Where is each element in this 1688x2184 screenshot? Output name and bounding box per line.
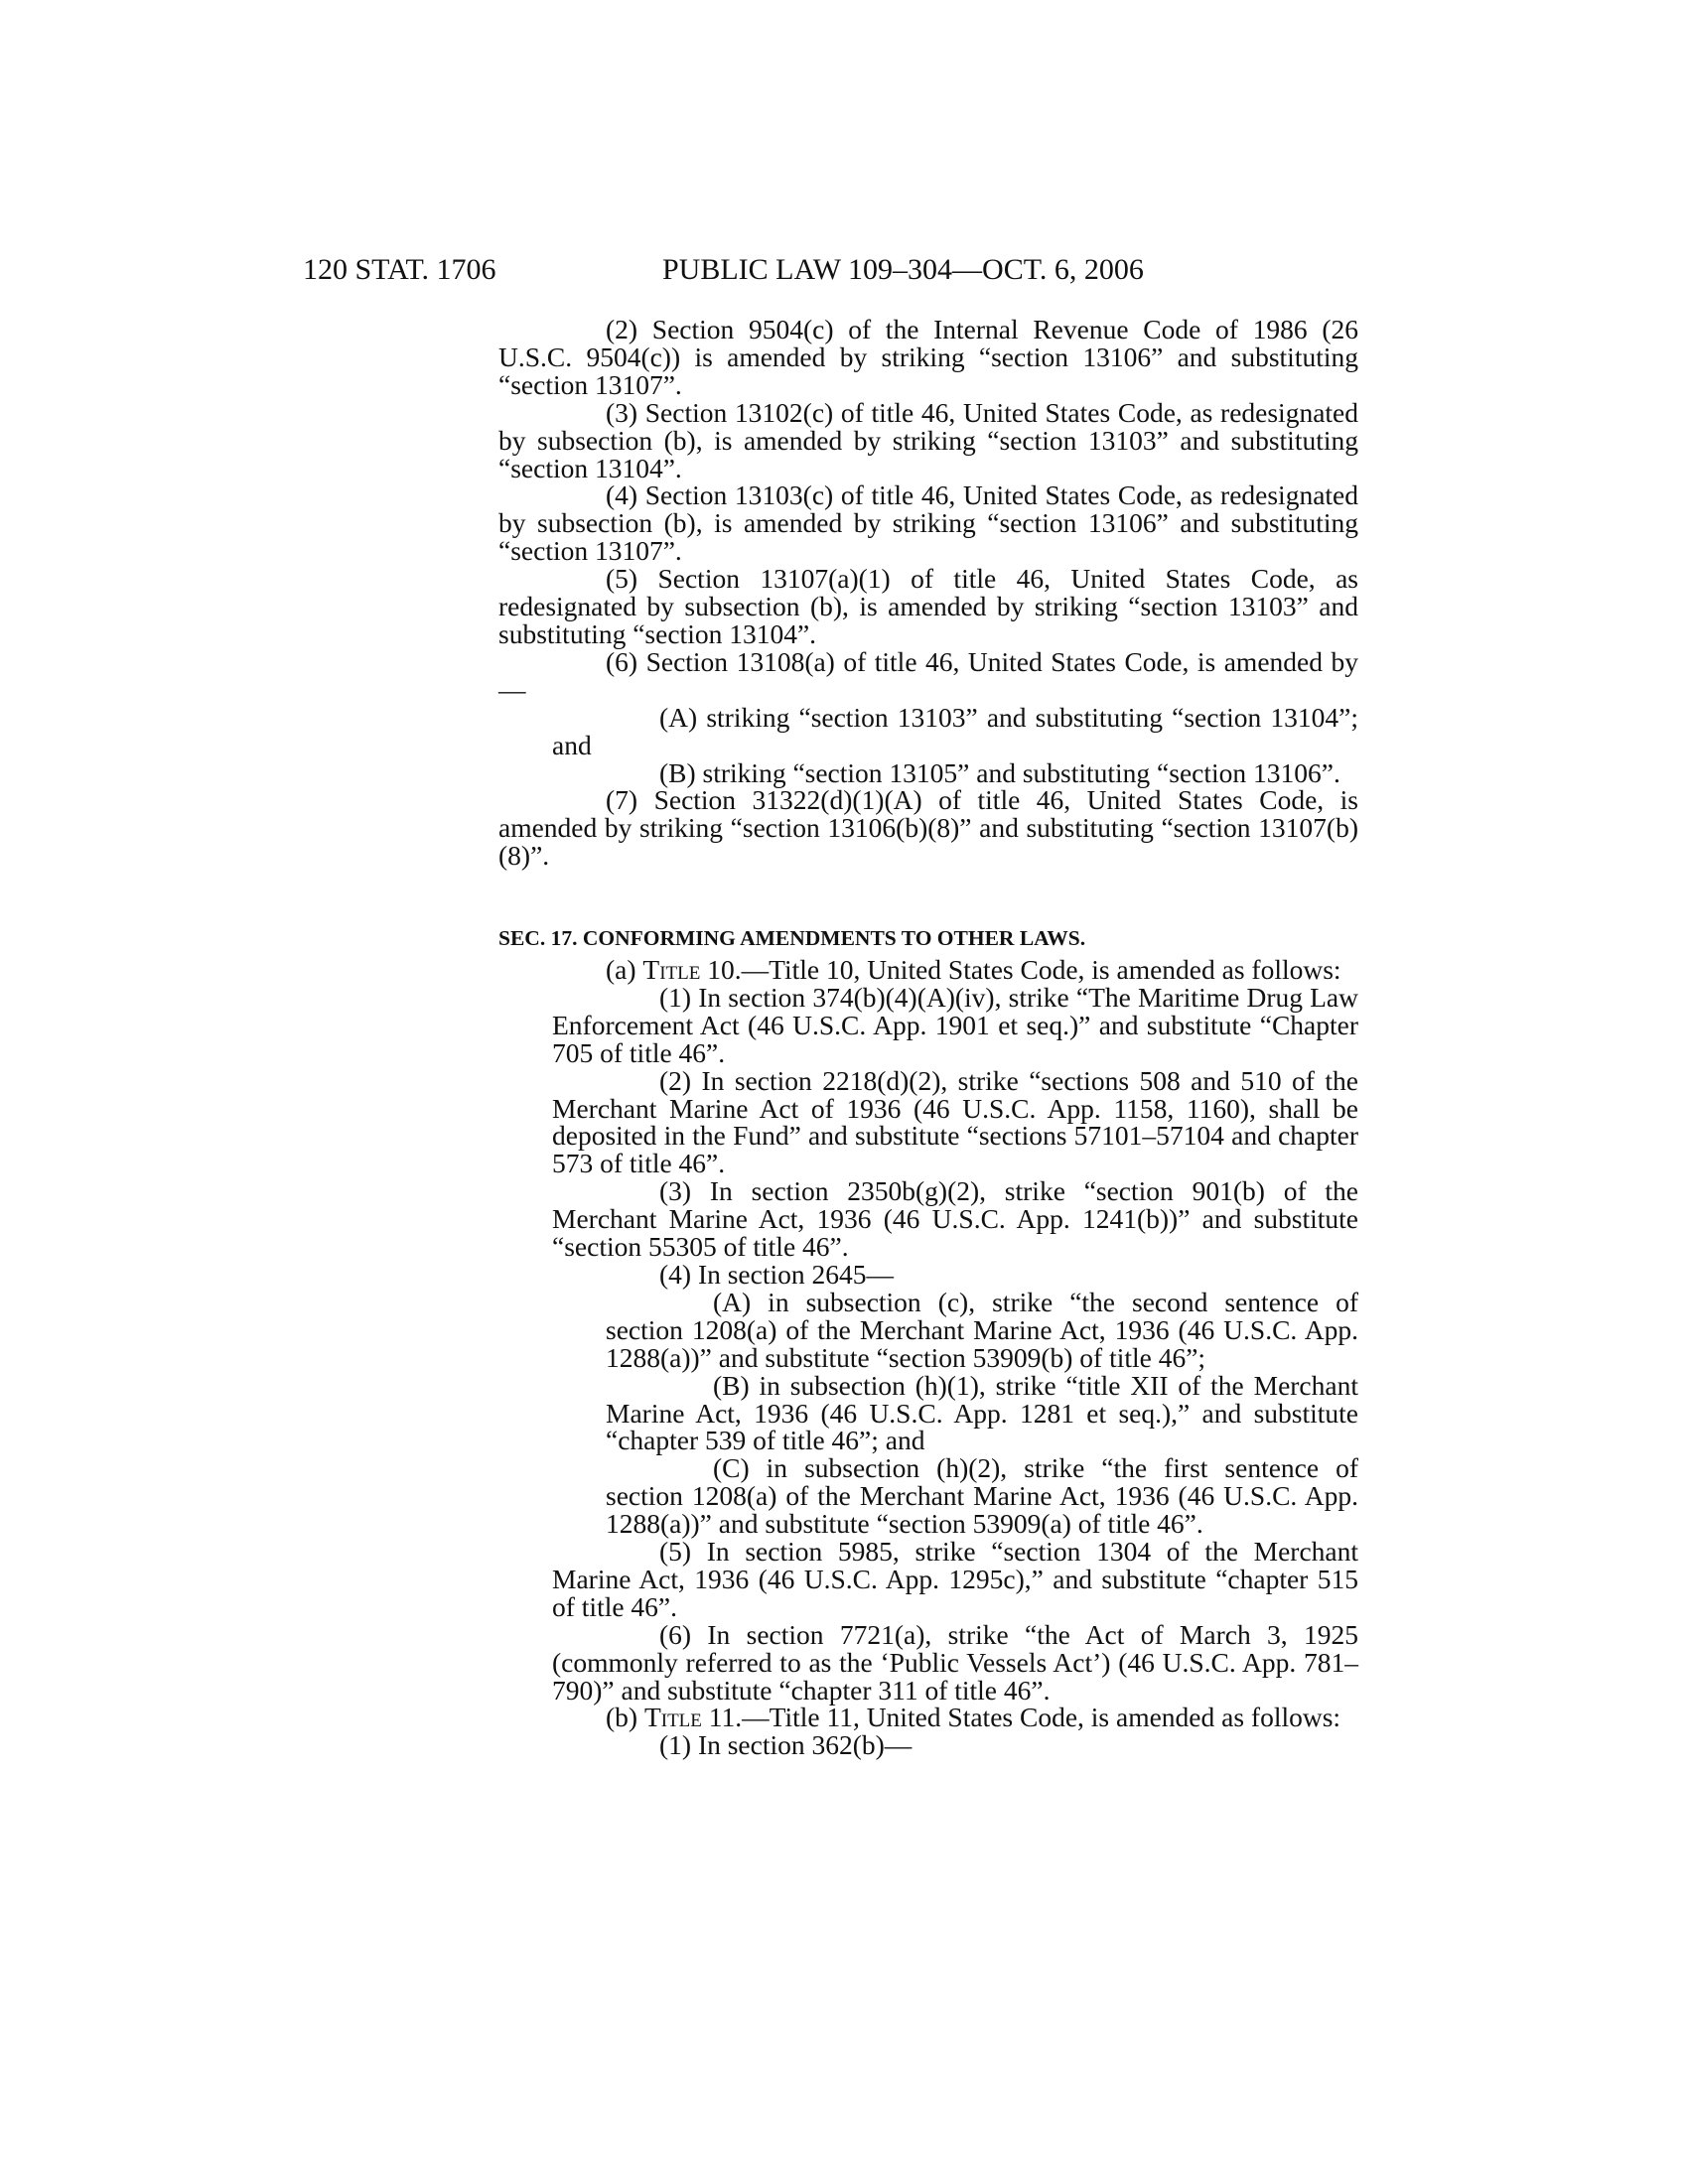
- subsection-b-label: (b): [606, 1702, 644, 1733]
- paragraph-4: (4) Section 13103(c) of title 46, United States Code, as redesignated by subsection (b), is amended by striking “section 13106” and substituting “section 13107”.: [498, 479, 1358, 567]
- item-4-sub-a: (A) in subsection (c), strike “the second sentence of section 1208(a) of the Merchant Marine Act, 1936 (46 U.S.C. App. 1288(a))” and substitute “section 53909(b) of title 46”;: [606, 1286, 1358, 1373]
- paragraph-7: (7) Section 31322(d)(1)(A) of title 46, United States Code, is amended by striking “section 13106(b)(8)” and substituting “section 13107(b)(8)”.: [498, 784, 1358, 872]
- section-17-body: [498, 956, 1358, 1759]
- subsection-a-item-2: (2) In section 2218(d)(2), strike “sections 508 and 510 of the Merchant Marine Act of 1936 (46 U.S.C. App. 1158, 1160), shall be deposited in the Fund” and substitute “sections 57101–57104 and chapter 573 of title 46”.: [552, 1064, 1358, 1179]
- running-head: PUBLIC LAW 109–304—OCT. 6, 2006: [662, 253, 1144, 286]
- subsection-a-label: (a): [606, 954, 643, 985]
- subsection-a-item-6: (6) In section 7721(a), strike “the Act of March 3, 1925 (commonly referred to as the ‘Public Vessels Act’) (46 U.S.C. App. 781–790)” and substitute “chapter 311 of title 46”.: [552, 1618, 1358, 1706]
- paragraph-3: (3) Section 13102(c) of title 46, United States Code, as redesignated by subsection (b), is amended by striking “section 13103” and substituting “section 13104”.: [498, 396, 1358, 483]
- subsection-b-text: 11.—Title 11, United States Code, is amended as follows:: [701, 1702, 1341, 1733]
- subsection-a-item-3: (3) In section 2350b(g)(2), strike “section 901(b) of the Merchant Marine Act, 1936 (46 U.S.C. App. 1241(b))” and substitute “section 55305 of title 46”.: [552, 1175, 1358, 1263]
- item-4-sub-b: (B) in subsection (h)(1), strike “title XII of the Merchant Marine Act, 1936 (46 U.S.C. App. 1281 et seq.),” and substitute “chapter 539 of title 46”; and: [606, 1369, 1358, 1456]
- paragraph-5: (5) Section 13107(a)(1) of title 46, United States Code, as redesignated by subsection (b), is amended by striking “section 13103” and substituting “section 13104”.: [498, 563, 1358, 649]
- subsection-a-item-4: (4) In section 2645—: [659, 1258, 894, 1290]
- paragraph-2: (2) Section 9504(c) of the Internal Revenue Code of 1986 (26 U.S.C. 9504(c)) is amended by striking “section 13106” and substituting “section 13107”.: [498, 314, 1358, 400]
- subsection-b-intro: [498, 1704, 1358, 1731]
- paragraph-6: (6) Section 13108(a) of title 46, United States Code, is amended by—: [498, 645, 1358, 705]
- subsection-a-intro: [498, 956, 1358, 984]
- subsection-a-title-caps: Title: [642, 954, 701, 985]
- paragraph-6-item-a: (A) striking “section 13103” and substituting “section 13104”; and: [552, 701, 1358, 760]
- subsection-b-item-1: (1) In section 362(b)—: [659, 1729, 913, 1761]
- subsection-b-title-caps: Title: [643, 1702, 702, 1733]
- amendments-list-top: [498, 316, 1358, 870]
- subsection-a-text: 10.—Title 10, United States Code, is amended as follows:: [700, 954, 1341, 985]
- item-4-sub-c: (C) in subsection (h)(2), strike “the first sentence of section 1208(a) of the Merchant Marine Act, 1936 (46 U.S.C. App. 1288(a))” and substitute “section 53909(a) of title 46”.: [606, 1452, 1358, 1540]
- section-17-heading: SEC. 17. CONFORMING AMENDMENTS TO OTHER LAWS.: [498, 926, 1086, 950]
- page-number: 120 STAT. 1706: [303, 253, 496, 286]
- subsection-a-item-1: (1) In section 374(b)(4)(A)(iv), strike “The Maritime Drug Law Enforcement Act (46 U.S.C. App. 1901 et seq.)” and substitute “Chapter 705 of title 46”.: [552, 981, 1358, 1068]
- paragraph-6-item-b: (B) striking “section 13105” and substituting “section 13106”.: [659, 756, 1340, 788]
- page-header: [0, 250, 1688, 290]
- subsection-a-item-5: (5) In section 5985, strike “section 1304 of the Merchant Marine Act, 1936 (46 U.S.C. App. 1295c),” and substitute “chapter 515 of title 46”.: [552, 1536, 1358, 1622]
